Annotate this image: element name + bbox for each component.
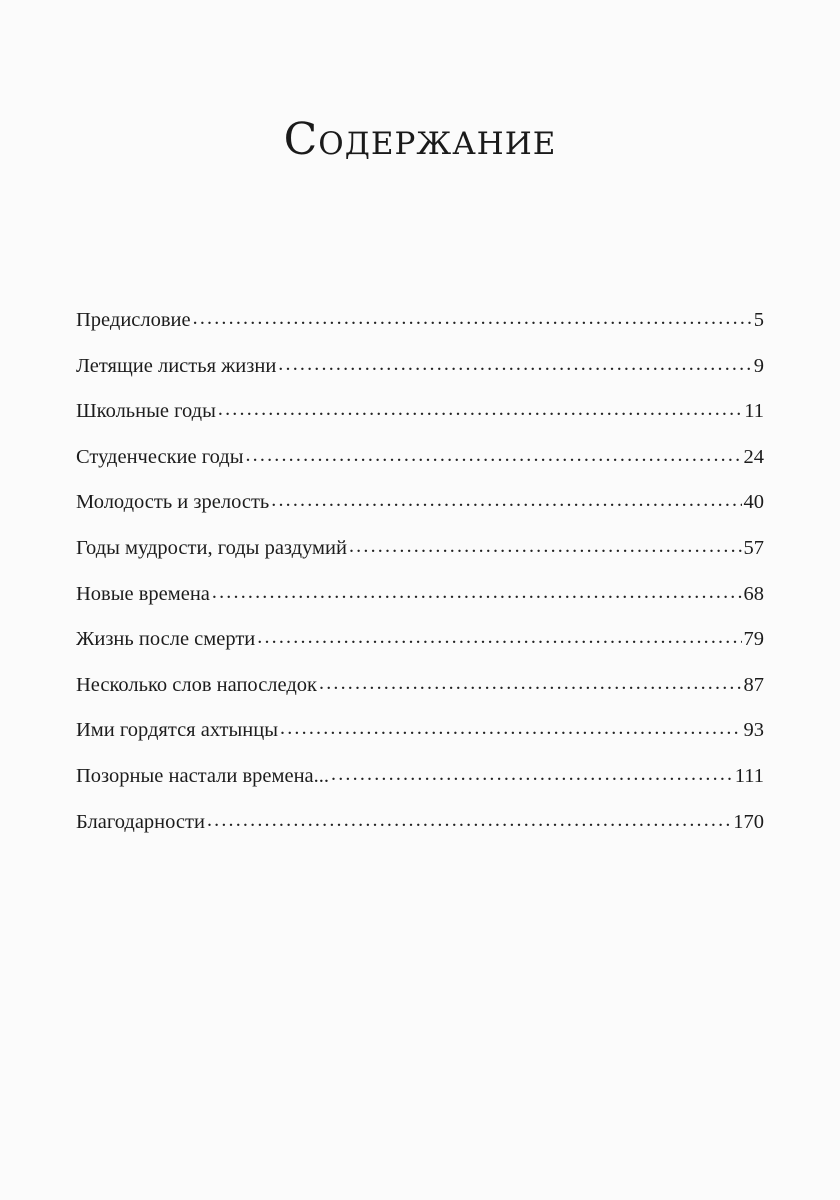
toc-leader-dots	[212, 582, 742, 604]
toc-entry	[76, 675, 764, 721]
toc-entry	[76, 492, 764, 538]
page-title: Содержание	[283, 114, 557, 165]
toc-entry-page: 93	[743, 719, 764, 742]
toc-leader-dots	[193, 308, 752, 330]
toc-entry	[76, 584, 764, 630]
toc-entry-title: Молодость и зрелость	[76, 491, 270, 514]
toc-leader-dots	[271, 490, 741, 512]
toc-entry-title: Новые времена	[76, 582, 210, 605]
toc-entry-title: Жизнь после смерти	[76, 628, 256, 651]
toc-entry-page: 170	[733, 810, 764, 833]
toc-leader-dots	[207, 810, 731, 832]
toc-entry-title: Несколько слов напоследок	[76, 673, 317, 696]
toc-entry	[76, 766, 764, 812]
toc-entry	[76, 538, 764, 584]
toc-entry-page: 68	[743, 582, 764, 605]
toc-entry-page: 40	[743, 491, 764, 514]
toc-leader-dots	[245, 445, 741, 467]
toc-leader-dots	[278, 354, 751, 376]
toc-entry-title: Школьные годы	[76, 400, 216, 423]
toc-entry-title: Позорные настали времена...	[76, 764, 330, 787]
toc-entry	[76, 401, 764, 447]
toc-entry	[76, 356, 764, 402]
toc-entry-title: Студенческие годы	[76, 445, 244, 468]
toc-entry	[76, 629, 764, 675]
toc-entry-page: 57	[743, 536, 764, 559]
toc-entry-page: 24	[743, 445, 764, 468]
toc-entry	[76, 310, 764, 356]
toc-entry-title: Предисловие	[76, 309, 191, 331]
toc-entry-title: Благодарности	[76, 810, 205, 833]
toc-leader-dots	[218, 399, 742, 421]
toc-entry-title: Годы мудрости, годы раздумий	[76, 536, 347, 559]
toc-leader-dots	[319, 673, 742, 695]
toc-entry	[76, 812, 764, 858]
toc-entry-page: 11	[744, 400, 764, 423]
toc-entry-page: 87	[743, 673, 764, 696]
toc-entry-page: 9	[753, 354, 764, 377]
toc-entry-title: Ими гордятся ахтынцы	[76, 719, 279, 742]
toc-leader-dots	[349, 536, 742, 558]
toc-leader-dots	[331, 764, 733, 786]
table-of-contents	[76, 310, 764, 857]
toc-entry-page: 79	[743, 628, 764, 651]
toc-leader-dots	[257, 627, 741, 649]
toc-entry-title: Летящие листья жизни	[76, 354, 277, 377]
toc-entry	[76, 447, 764, 493]
toc-entry	[76, 720, 764, 766]
toc-entry-page: 5	[753, 309, 764, 331]
toc-leader-dots	[280, 718, 741, 740]
toc-entry-page: 111	[734, 764, 764, 787]
